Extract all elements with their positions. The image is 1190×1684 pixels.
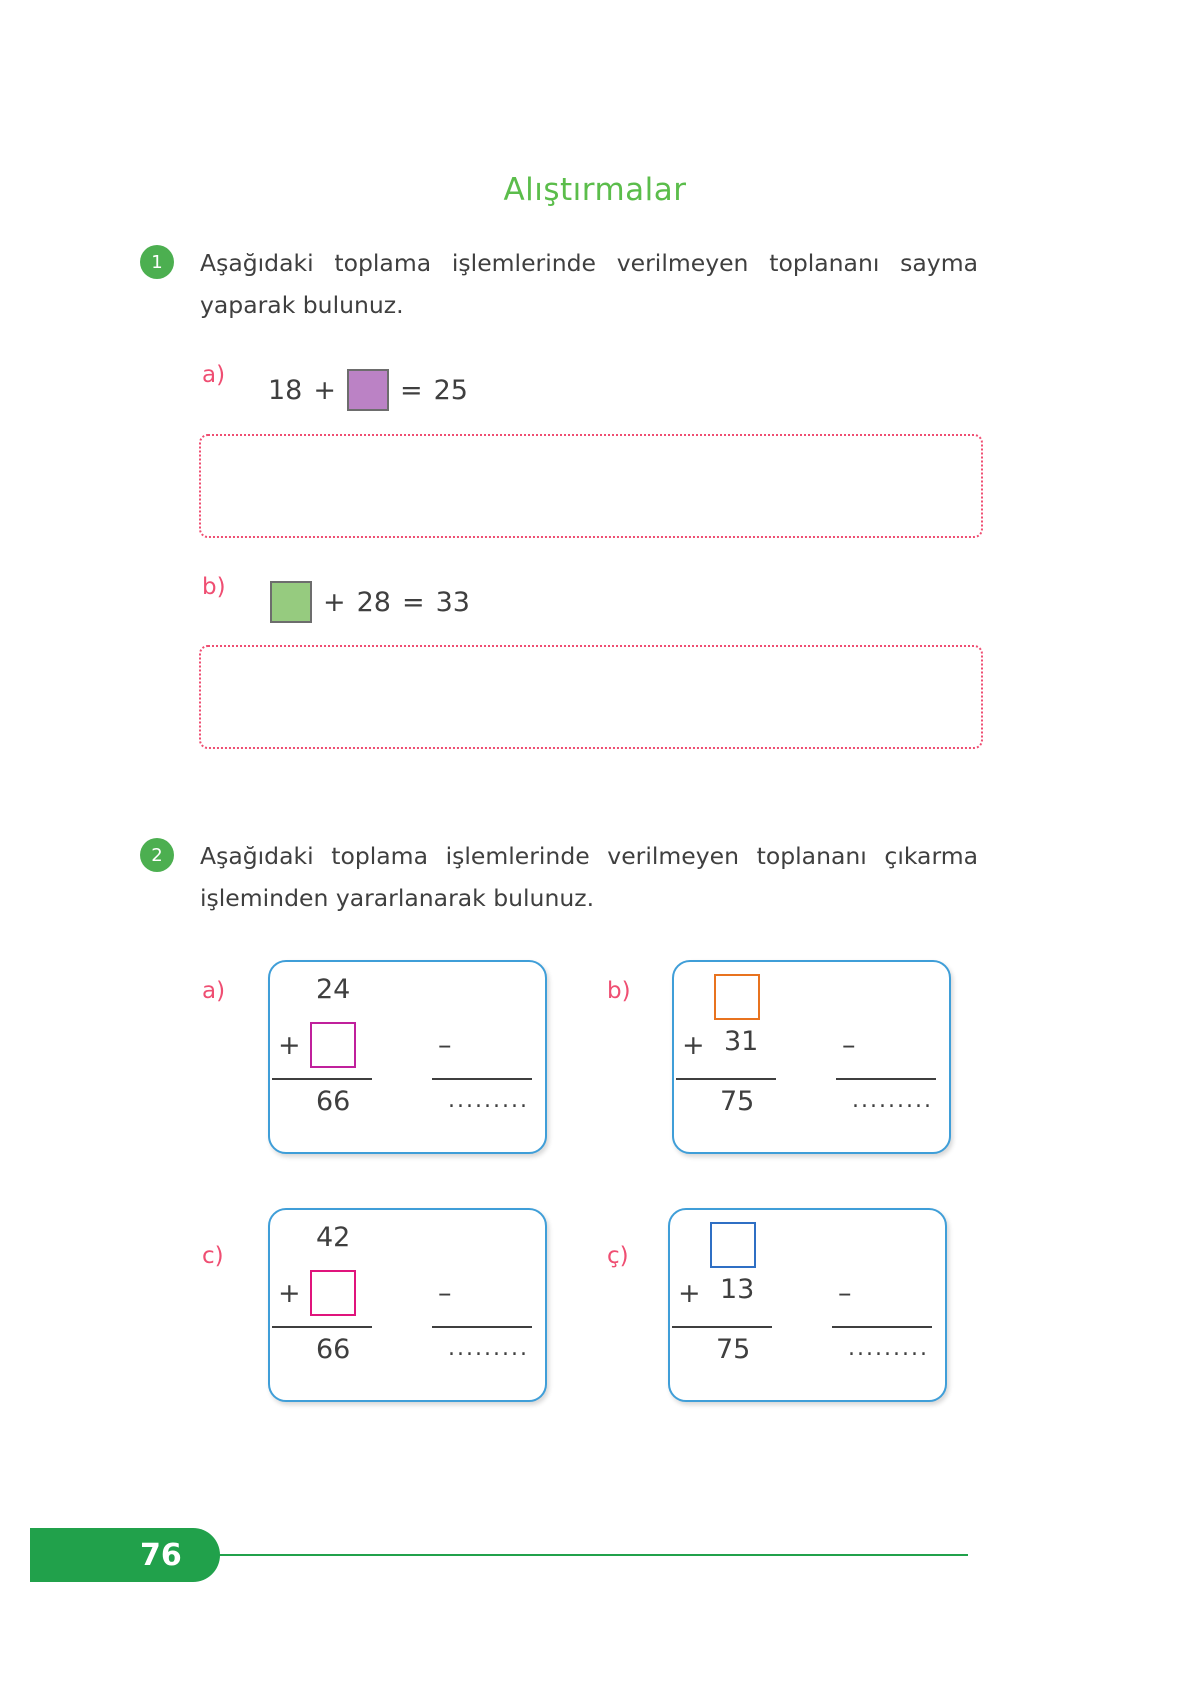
exercise-1a-equals-sign: = bbox=[399, 374, 423, 406]
exercise-1a-result: 25 bbox=[433, 374, 468, 406]
exercise-2a-plus-sign: + bbox=[278, 1030, 301, 1061]
exercise-2a-answer-box[interactable] bbox=[310, 1022, 356, 1068]
footer-divider bbox=[218, 1554, 968, 1556]
exercise-2d-answer-dots[interactable]: ......... bbox=[848, 1336, 929, 1361]
exercise-2b-letter: b) bbox=[607, 978, 631, 1004]
exercise-2c-sum: 66 bbox=[316, 1334, 351, 1365]
exercise-2a-top-number: 24 bbox=[316, 974, 351, 1005]
exercise-2c-plus-sign: + bbox=[278, 1278, 301, 1309]
exercise-1b-result: 33 bbox=[435, 586, 470, 618]
exercise-2b-minus-sign: – bbox=[842, 1030, 856, 1061]
exercise-2b-bottom-number: 31 bbox=[724, 1026, 759, 1057]
page-number: 76 bbox=[140, 1538, 182, 1573]
exercise-1b-letter: b) bbox=[202, 574, 226, 600]
exercise-2a-card bbox=[268, 960, 547, 1154]
exercise-2d-plus-sign: + bbox=[678, 1278, 701, 1309]
exercise-2a-sum: 66 bbox=[316, 1086, 351, 1117]
exercise-2c-answer-box[interactable] bbox=[310, 1270, 356, 1316]
exercise-2-instruction: Aşağıdaki toplama işlemlerinde verilmeyen toplananı çıkarma işleminden yararlanarak bulunuz. bbox=[200, 842, 978, 912]
exercise-1a-plus-sign: + bbox=[313, 374, 336, 406]
page-title: Alıştırmalar bbox=[503, 172, 687, 208]
exercise-2b-sum: 75 bbox=[720, 1086, 755, 1117]
exercise-1b-equation bbox=[270, 581, 470, 623]
exercise-1-instruction: Aşağıdaki toplama işlemlerinde verilmeyen toplananı sayma yaparak bulunuz. bbox=[200, 249, 978, 319]
exercise-2a-answer-dots[interactable]: ......... bbox=[448, 1088, 529, 1113]
exercise-1b-equals-sign: = bbox=[401, 586, 425, 618]
exercise-1a-answer-box[interactable] bbox=[347, 369, 389, 411]
exercise-1b-work-area[interactable] bbox=[199, 645, 983, 749]
exercise-1a-letter: a) bbox=[202, 362, 226, 388]
exercise-2d-minus-sign: – bbox=[838, 1278, 852, 1309]
exercise-2b-answer-dots[interactable]: ......... bbox=[852, 1088, 933, 1113]
exercise-2a-letter: a) bbox=[202, 978, 226, 1004]
exercise-2c-letter: c) bbox=[202, 1243, 224, 1269]
exercise-1a-left-number: 18 bbox=[268, 374, 303, 406]
exercise-2d-sum: 75 bbox=[716, 1334, 751, 1365]
exercise-2d-answer-box[interactable] bbox=[710, 1222, 756, 1268]
exercise-1b-plus-sign: + bbox=[323, 586, 346, 618]
exercise-2d-bottom-number: 13 bbox=[720, 1274, 755, 1305]
exercise-2c-card bbox=[268, 1208, 547, 1402]
exercise-2d-letter: ç) bbox=[607, 1243, 629, 1269]
exercise-2b-plus-sign: + bbox=[682, 1030, 705, 1061]
exercise-1a-equation bbox=[268, 369, 468, 411]
exercise-1a-work-area[interactable] bbox=[199, 434, 983, 538]
exercise-2b-card bbox=[672, 960, 951, 1154]
exercise-2c-answer-dots[interactable]: ......... bbox=[448, 1336, 529, 1361]
exercise-2a-minus-sign: – bbox=[438, 1030, 452, 1061]
exercise-1-badge: 1 bbox=[140, 245, 174, 279]
page-footer-tab bbox=[30, 1528, 220, 1582]
exercise-2c-minus-sign: – bbox=[438, 1278, 452, 1309]
exercise-1b-right-number: 28 bbox=[356, 586, 391, 618]
exercise-2c-top-number: 42 bbox=[316, 1222, 351, 1253]
exercise-2b-answer-box[interactable] bbox=[714, 974, 760, 1020]
exercise-1b-answer-box[interactable] bbox=[270, 581, 312, 623]
exercise-2d-card bbox=[668, 1208, 947, 1402]
exercise-2-badge: 2 bbox=[140, 838, 174, 872]
